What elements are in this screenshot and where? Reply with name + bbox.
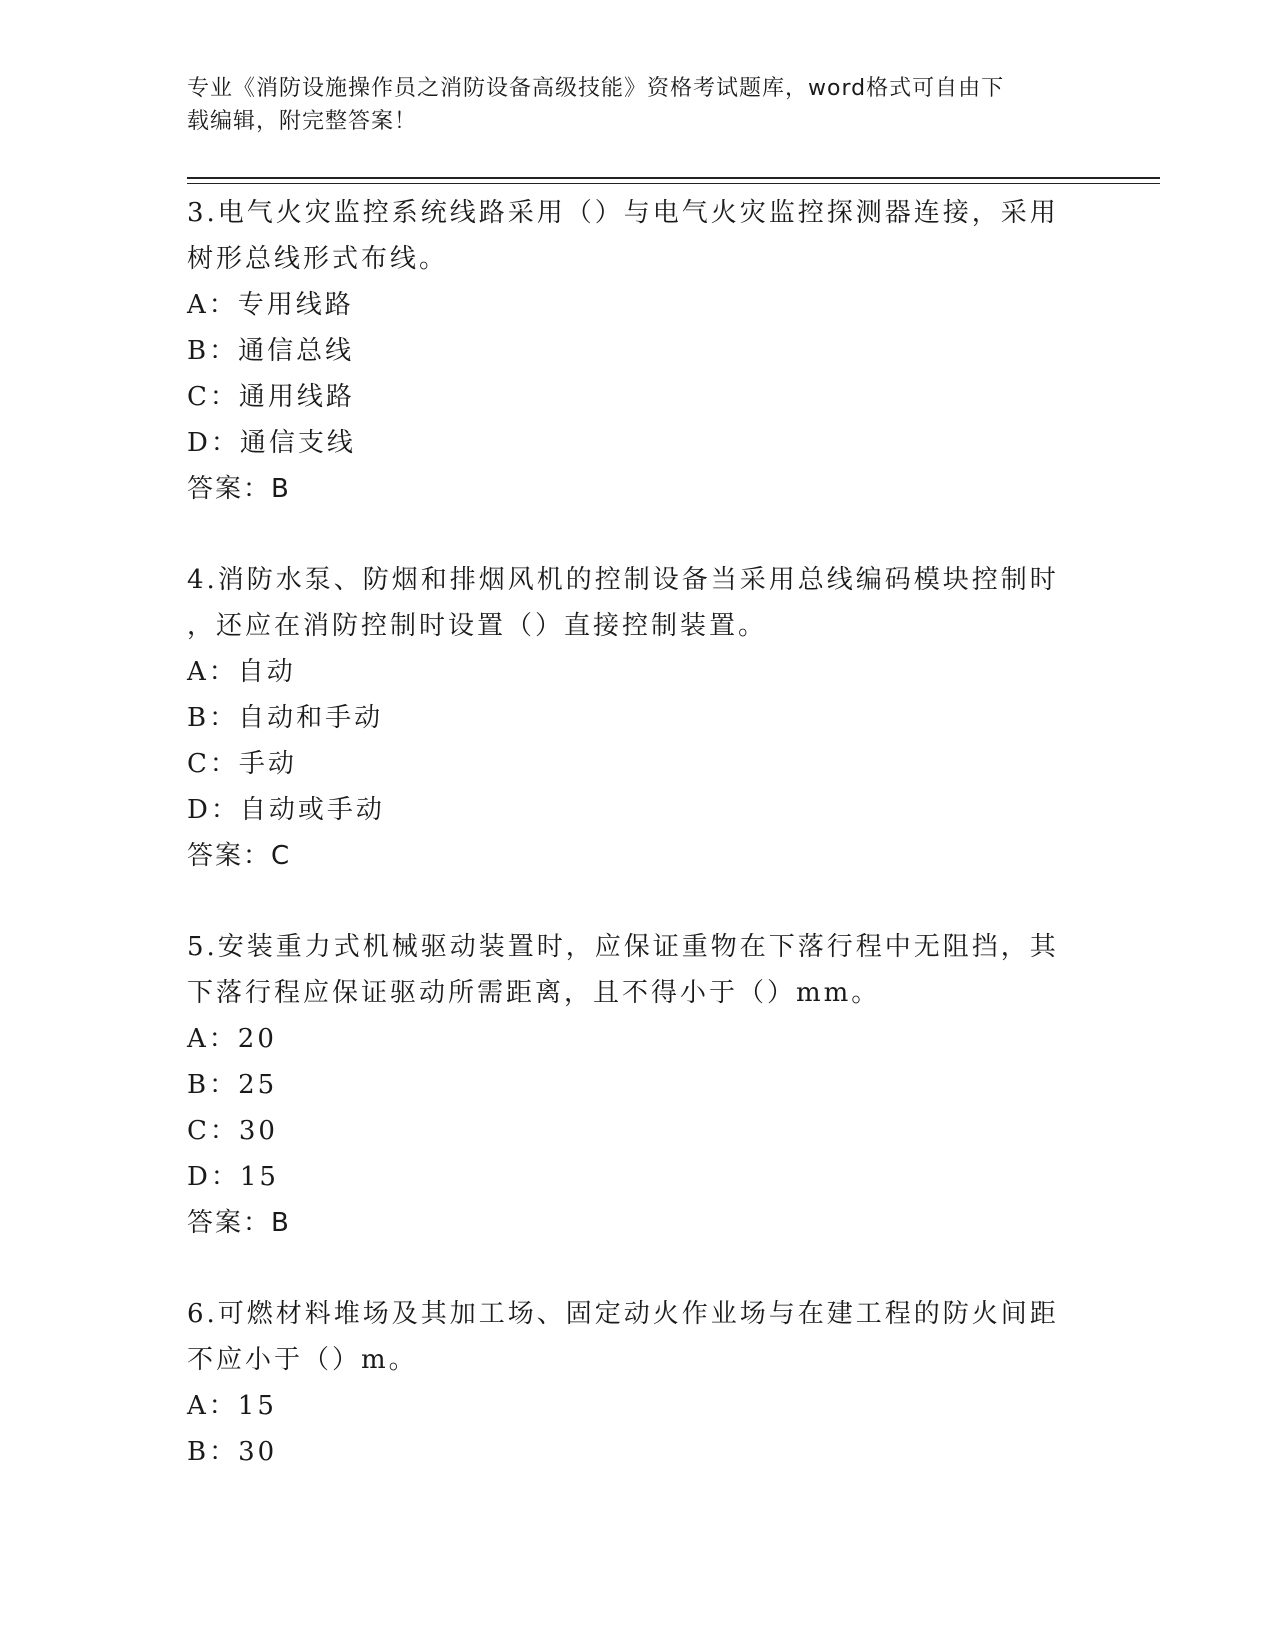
answer-line: 答案：C — [187, 841, 292, 871]
question-text-line: 5.安装重力式机械驱动装置时，应保证重物在下落行程中无阻挡，其 — [187, 932, 1059, 962]
question-6 — [187, 1291, 1087, 1475]
answer-line: 答案：B — [187, 1208, 291, 1238]
question-text-line: 树形总线形式布线。 — [187, 244, 449, 274]
question-text-line: 不应小于（）m。 — [187, 1345, 418, 1375]
document-header — [187, 72, 1087, 138]
question-text-line: 4.消防水泵、防烟和排烟风机的控制设备当采用总线编码模块控制时 — [187, 565, 1059, 595]
question-text-line: 下落行程应保证驱动所需距离，且不得小于（）mm。 — [187, 978, 881, 1008]
option-b: B：自动和手动 — [187, 703, 384, 733]
question-5 — [187, 924, 1087, 1246]
option-c: C：通用线路 — [187, 382, 355, 412]
option-c: C：手动 — [187, 749, 297, 779]
option-b: B：25 — [187, 1070, 278, 1100]
question-text-line: ，还应在消防控制时设置（）直接控制装置。 — [187, 611, 768, 641]
header-divider-thin — [187, 183, 1160, 184]
question-3 — [187, 190, 1087, 512]
header-line-2: 载编辑，附完整答案！ — [187, 109, 418, 134]
option-d: D：15 — [187, 1162, 279, 1192]
option-a: A：自动 — [187, 657, 296, 687]
header-divider-thick — [187, 177, 1160, 179]
option-d: D：通信支线 — [187, 428, 356, 458]
question-list — [187, 190, 1087, 1520]
option-a: A：15 — [187, 1391, 277, 1421]
answer-line: 答案：B — [187, 474, 291, 504]
question-4 — [187, 557, 1087, 879]
option-c: C：30 — [187, 1116, 278, 1146]
option-d: D：自动或手动 — [187, 795, 385, 825]
question-text-line: 6.可燃材料堆场及其加工场、固定动火作业场与在建工程的防火间距 — [187, 1299, 1059, 1329]
option-b: B：30 — [187, 1437, 278, 1467]
option-a: A：20 — [187, 1024, 277, 1054]
header-line-1: 专业《消防设施操作员之消防设备高级技能》资格考试题库，word格式可自由下 — [187, 76, 1005, 101]
question-text-line: 3.电气火灾监控系统线路采用（）与电气火灾监控探测器连接，采用 — [187, 198, 1059, 228]
option-a: A：专用线路 — [187, 290, 354, 320]
option-b: B：通信总线 — [187, 336, 355, 366]
